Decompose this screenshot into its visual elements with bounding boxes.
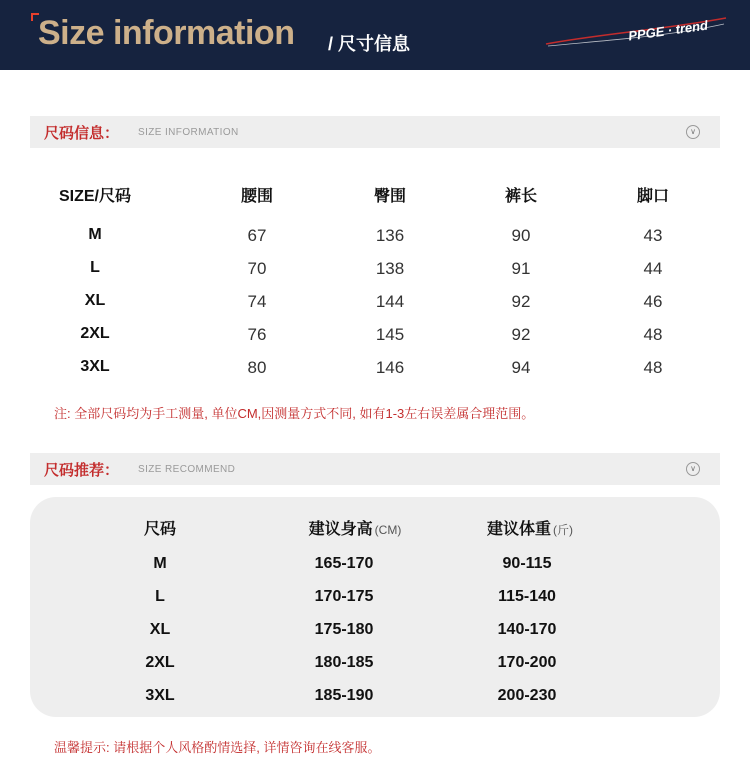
table-header xyxy=(455,516,605,539)
table-header-label: 建议体重 xyxy=(486,521,551,538)
table-header: 裤长 xyxy=(504,188,537,205)
table-cell-size: 3XL xyxy=(145,687,175,704)
size-info-title: 尺码信息： xyxy=(44,125,120,142)
header-banner xyxy=(0,0,750,70)
table-cell-size: 2XL xyxy=(145,654,175,671)
size-info-subtitle: SIZE INFORMATION xyxy=(138,127,239,138)
brand-name: PPGE · trend xyxy=(627,17,709,44)
table-cell: 92 xyxy=(511,325,531,344)
measurement-note: 注: 全部尺码均为手工测量, 单位CM,因测量方式不同, 如有1-3左右误差属合理范围。 xyxy=(54,406,535,421)
table-cell-size: 2XL xyxy=(80,325,110,342)
table-cell: 170-200 xyxy=(497,654,557,671)
table-cell: 115-140 xyxy=(498,588,556,605)
table-cell: 76 xyxy=(247,325,267,344)
table-cell: 200-230 xyxy=(497,687,557,704)
banner-title-en: Size information xyxy=(38,14,295,52)
table-cell-size: XL xyxy=(149,621,171,638)
table-header-unit: (斤) xyxy=(553,523,573,537)
table-cell: 146 xyxy=(375,358,405,377)
table-cell: 74 xyxy=(247,292,267,311)
size-recommend-subtitle: SIZE RECOMMEND xyxy=(138,464,236,475)
table-cell: 145 xyxy=(375,325,405,344)
table-cell-size: L xyxy=(155,588,165,605)
table-header-label: 尺码 xyxy=(143,521,176,538)
table-cell-size: 3XL xyxy=(80,358,110,375)
size-recommend-title: 尺码推荐： xyxy=(44,462,120,479)
table-cell: 80 xyxy=(247,358,267,377)
table-cell: 185-190 xyxy=(314,687,374,704)
table-cell: 165-170 xyxy=(314,555,374,572)
table-cell: 44 xyxy=(643,259,663,278)
brand-logo xyxy=(540,10,730,60)
table-cell: 175-180 xyxy=(314,621,374,638)
table-cell: 144 xyxy=(375,292,405,311)
chevron-down-icon[interactable]: ∨ xyxy=(686,125,700,139)
table-cell: 92 xyxy=(511,292,531,311)
table-header: SIZE/尺码 xyxy=(58,188,131,205)
table-cell: 90-115 xyxy=(502,555,552,572)
chevron-down-icon[interactable]: ∨ xyxy=(686,462,700,476)
table-cell: 180-185 xyxy=(314,654,374,671)
table-cell: 46 xyxy=(643,292,663,311)
table-cell: 140-170 xyxy=(497,621,557,638)
table-cell: 138 xyxy=(375,259,405,278)
table-cell: 67 xyxy=(247,226,267,245)
table-header: 腰围 xyxy=(240,188,273,205)
table-cell: 91 xyxy=(511,259,531,278)
table-header-unit: (CM) xyxy=(374,523,402,537)
table-header xyxy=(280,516,430,539)
table-cell-size: XL xyxy=(84,292,106,309)
table-cell-size: L xyxy=(90,259,100,276)
table-cell: 90 xyxy=(511,226,531,245)
table-cell: 70 xyxy=(247,259,267,278)
size-recommend-header xyxy=(30,453,720,485)
table-header xyxy=(100,516,220,539)
banner-title-cn: / 尺寸信息 xyxy=(328,34,411,54)
table-cell-size: M xyxy=(88,226,102,243)
table-cell: 48 xyxy=(643,325,663,344)
table-cell: 170-175 xyxy=(314,588,374,605)
table-cell: 43 xyxy=(643,226,663,245)
table-cell: 136 xyxy=(375,226,405,245)
recommend-tip: 温馨提示: 请根据个人风格酌情选择, 详情咨询在线客服。 xyxy=(54,740,381,755)
table-header-label: 建议身高 xyxy=(308,521,373,538)
table-cell: 48 xyxy=(643,358,663,377)
table-header: 脚口 xyxy=(636,188,669,205)
table-cell: 94 xyxy=(511,358,531,377)
table-cell-size: M xyxy=(153,555,167,572)
table-header: 臀围 xyxy=(373,188,406,205)
size-info-header xyxy=(30,116,720,148)
